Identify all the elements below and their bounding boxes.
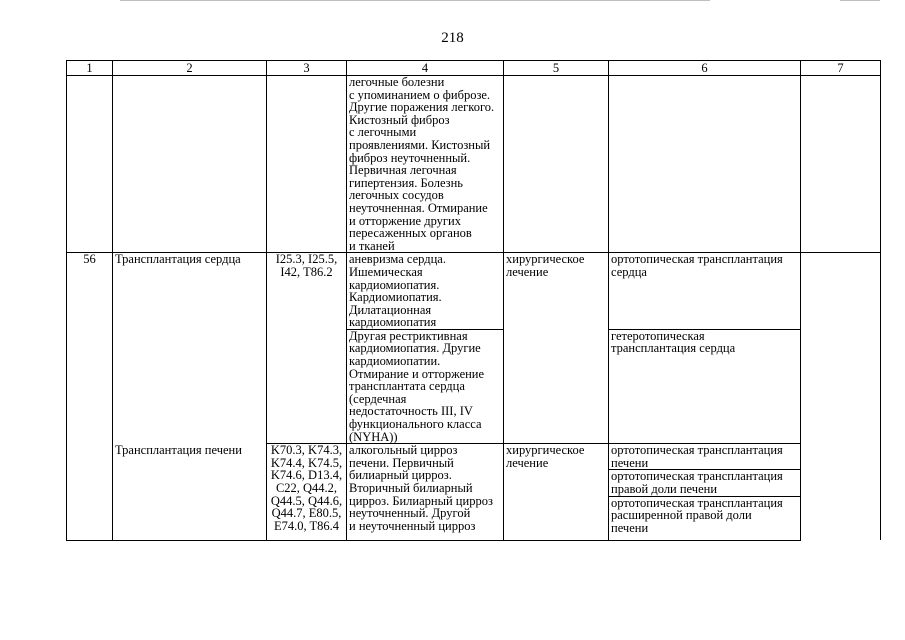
page-number: 218: [441, 30, 464, 46]
cell-empty: [801, 76, 881, 253]
cell-empty: [609, 76, 801, 253]
cell-empty: [504, 76, 609, 253]
header-col-2: 2: [113, 61, 267, 76]
header-col-3: 3: [267, 61, 347, 76]
cell-empty: [267, 76, 347, 253]
header-row: [67, 61, 881, 76]
icd-codes-heart: I25.3, I25.5, I42, T86.2: [267, 253, 347, 444]
cont-diagnosis-cell: легочные болезни с упоминанием о фиброзе. Другие поражения легкого. Кистозный фиброз с легочными проявлениями. Кистозный фиброз неуточненный. Первичная легочная гипертензия. Болезнь легочных сосудов неуточненная. Отмирание и отторжение других пересаженных органов и тканей: [347, 76, 504, 253]
method-liver-1: ортотопическая трансплантация печени: [609, 444, 801, 470]
top-line-segment: [840, 0, 880, 1]
method-liver-3: ортотопическая трансплантация расширенной правой доли печени: [609, 496, 801, 540]
top-line-segment: [120, 0, 710, 1]
header-col-4: 4: [347, 61, 504, 76]
table-row-56: [67, 253, 881, 330]
procedures-table: [66, 60, 881, 541]
header-col-6: 6: [609, 61, 801, 76]
diagnosis-heart-2: Другая рестриктивная кардиомиопатия. Другие кардиомиопатии. Отмирание и отторжение трансплантата сердца (сердечная недостаточность III, IV функционального класса (NYHA)): [347, 329, 504, 443]
icd-codes-liver: K70.3, K74.3, K74.4, K74.5, K74.6, D13.4, C22, Q44.2, Q44.5, Q44.6, Q44.7, E80.5, E74.0, T86.4: [267, 444, 347, 540]
cell-empty: [67, 76, 113, 253]
procedure-name-liver: Трансплантация печени: [113, 444, 267, 540]
cell-empty: [67, 444, 113, 540]
treatment-liver: хирургическое лечение: [504, 444, 609, 540]
treatment-heart: хирургическое лечение: [504, 253, 609, 444]
header-col-1: 1: [67, 61, 113, 76]
method-heart-1: ортотопическая трансплантация сердца: [609, 253, 801, 330]
header-col-5: 5: [504, 61, 609, 76]
method-heart-2: гетеротопическая трансплантация сердца: [609, 329, 801, 443]
diagnosis-heart-1: аневризма сердца. Ишемическая кардиомиопатия. Кардиомиопатия. Дилатационная кардиомиопатия: [347, 253, 504, 330]
cell-empty: [801, 253, 881, 540]
top-edge-lines: [0, 0, 905, 10]
header-col-7: 7: [801, 61, 881, 76]
cell-empty: [113, 76, 267, 253]
row-number: 56: [67, 253, 113, 444]
method-liver-2: ортотопическая трансплантация правой доли печени: [609, 470, 801, 496]
procedure-name-heart: Трансплантация сердца: [113, 253, 267, 444]
table-row-continuation: [67, 76, 881, 253]
diagnosis-liver: алкогольный цирроз печени. Первичный билиарный цирроз. Вторичный билиарный цирроз. Билиарный цирроз неуточненный. Другой и неуточненный цирроз: [347, 444, 504, 540]
table-row-liver: [67, 444, 881, 470]
